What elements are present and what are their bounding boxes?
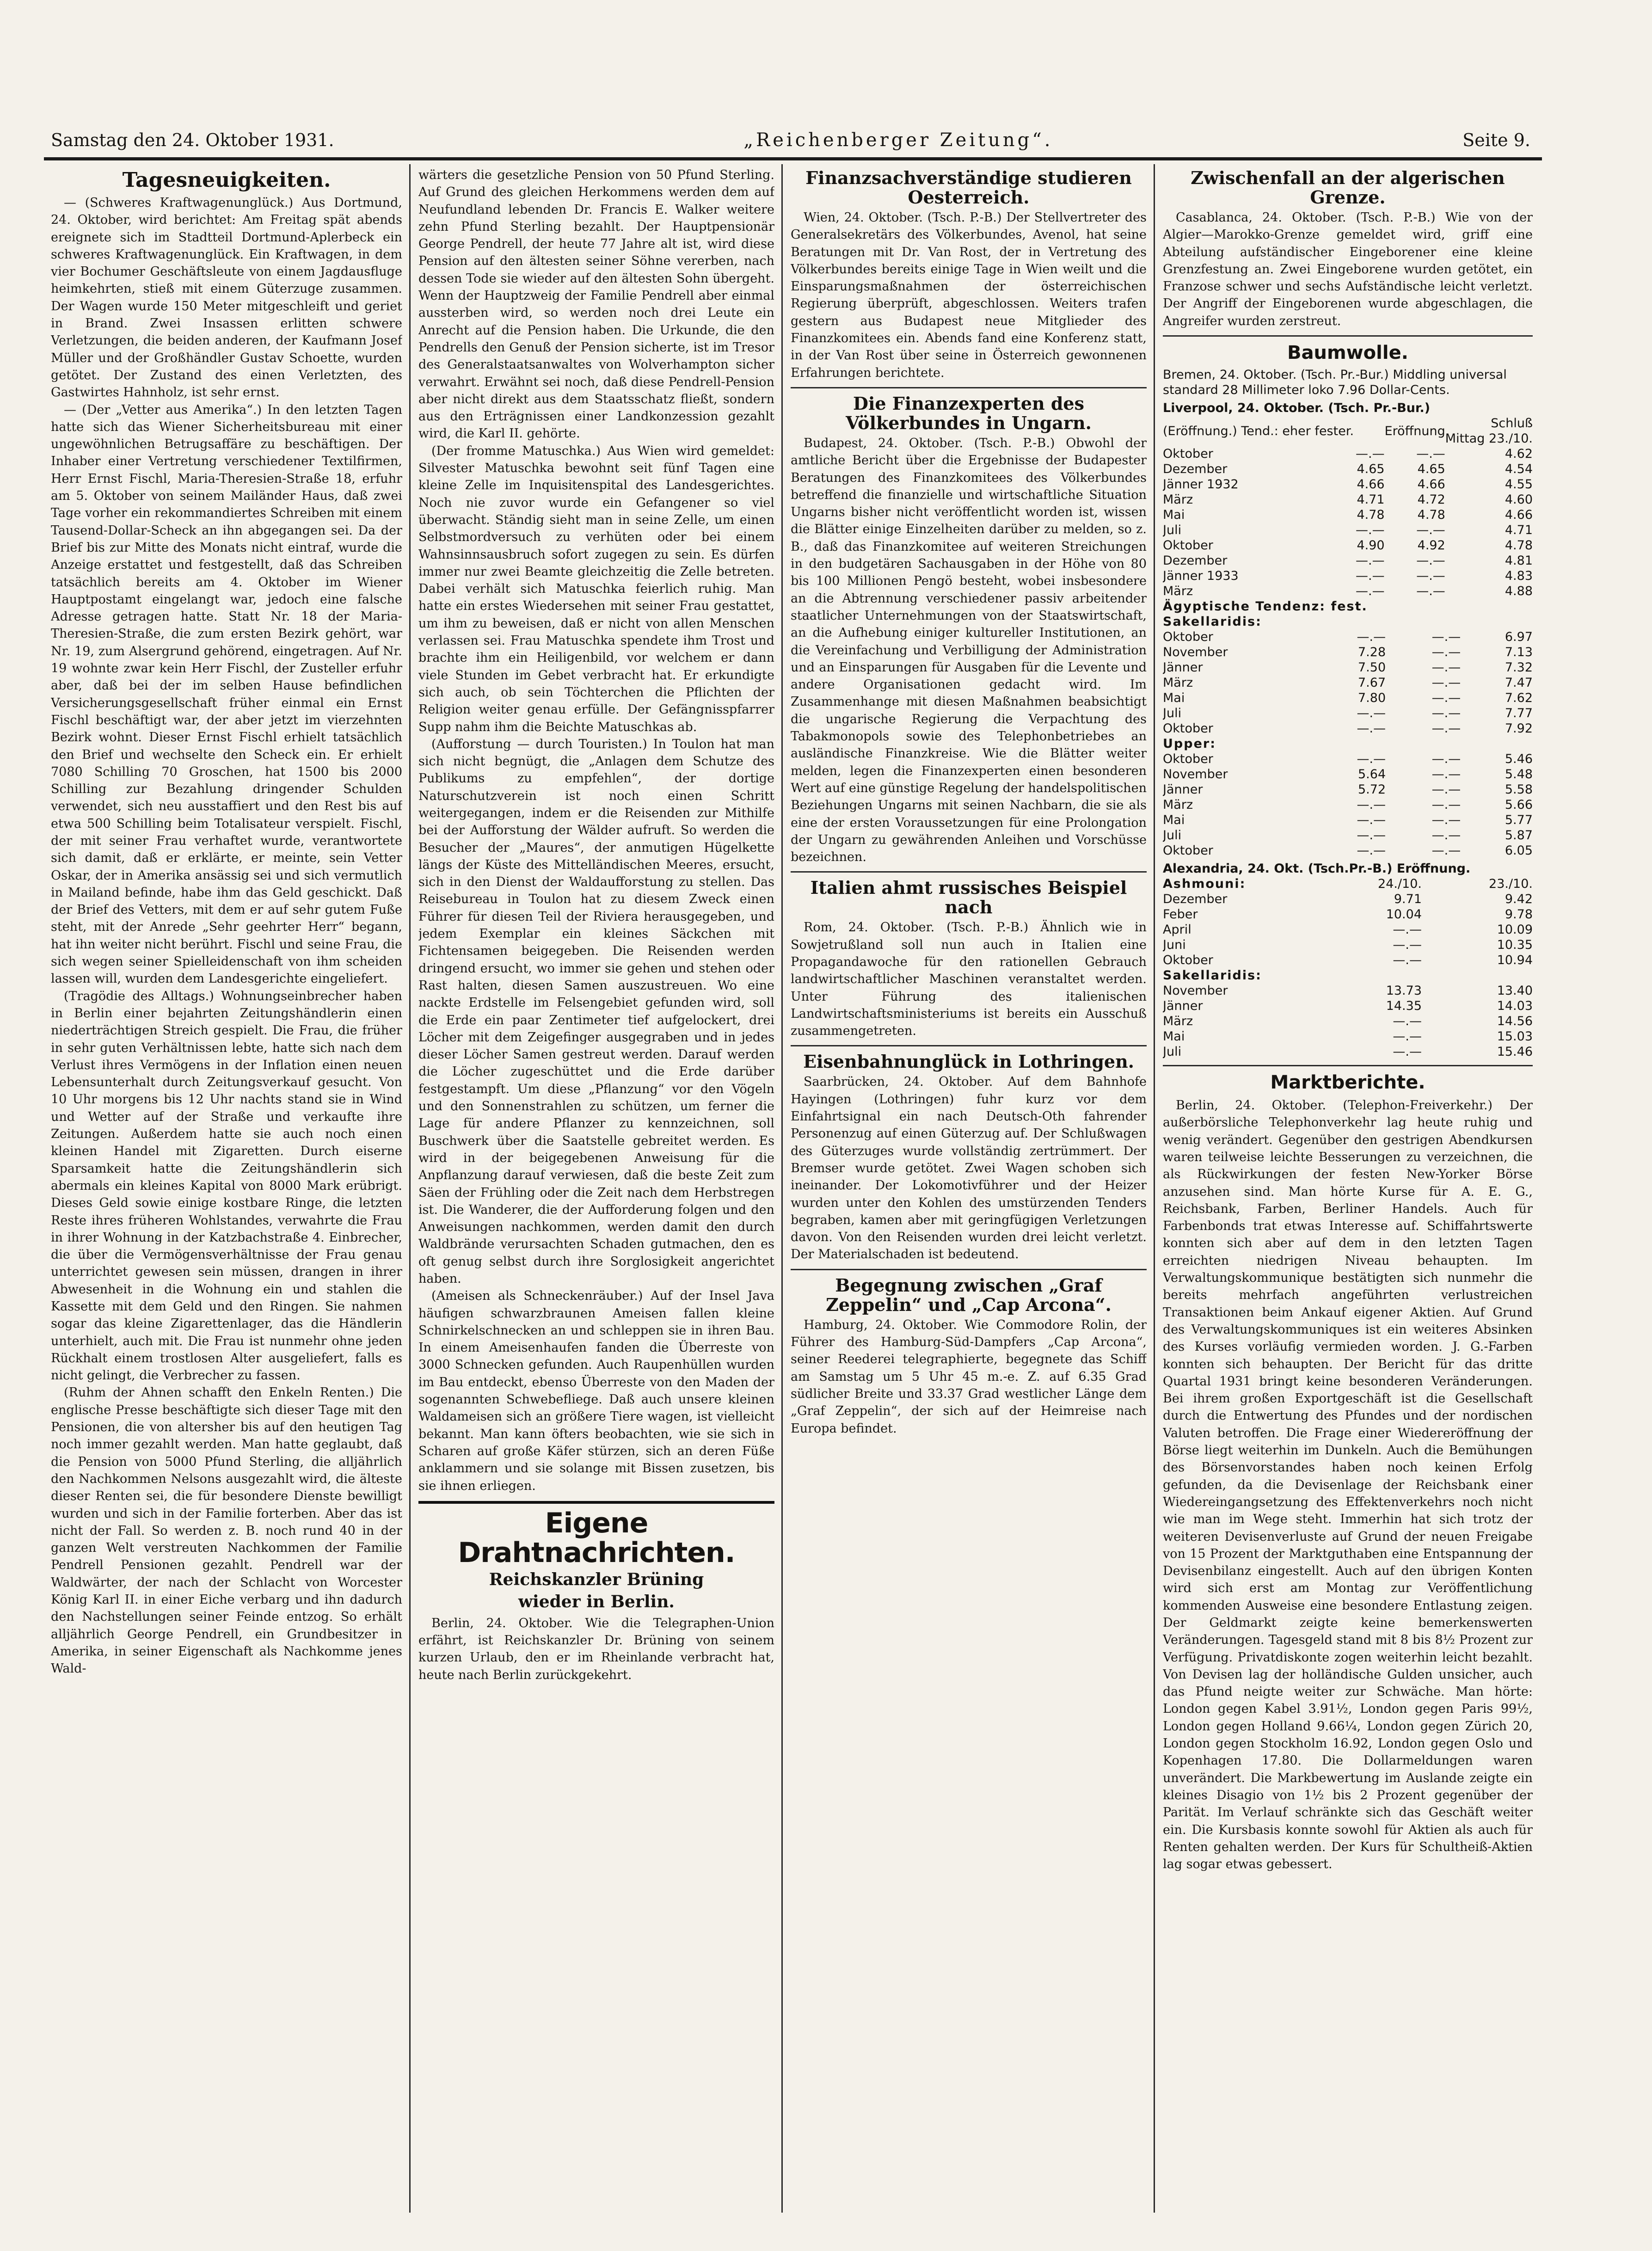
draht-headline-1: Reichskanzler Brüning xyxy=(489,1569,704,1589)
row-value: 15.03 xyxy=(1497,1029,1533,1044)
row-value: 9.78 xyxy=(1505,907,1533,922)
sakellaridis-2-row xyxy=(1163,983,1533,998)
liverpool-row xyxy=(1163,461,1533,477)
row-label: März xyxy=(1163,584,1193,599)
liverpool-table xyxy=(1163,400,1533,599)
sakellaridis-2-rows xyxy=(1163,983,1533,1059)
row-label: Jänner xyxy=(1163,660,1203,675)
headline-zwischenfall: Zwischenfall an der algerischen Grenze. xyxy=(1191,167,1505,208)
row-label: November xyxy=(1163,767,1228,782)
headline-eisenbahnunglueck: Eisenbahnunglück in Lothringen. xyxy=(803,1051,1134,1072)
column-divider-3 xyxy=(1154,164,1155,2213)
upper-row xyxy=(1163,751,1533,767)
row-value: 15.46 xyxy=(1497,1045,1533,1059)
row-value: —.— xyxy=(1431,676,1461,690)
row-value: 14.03 xyxy=(1497,999,1533,1014)
row-value: 7.62 xyxy=(1505,691,1533,706)
column-2 xyxy=(418,166,774,2210)
article-ruhm-der-ahnen: (Ruhm der Ahnen schafft den Enkeln Renten.) Die englische Presse beschäftigte sich dieser Tage mit den Pensionen, die von altersher bis auf den heutigen Tag noch immer gezahlt werden. Man hatte geglaubt, daß die Pension von 5000 Pfund Sterling, die alljährlich den Nachkommen Nelsons ausgezahlt wird, die älteste dieser Renten sei, die für besondere Dienste bewilligt wurden und sich in der Familie forterben. Aber das ist nicht der Fall. So werden z. B. noch rund 40 in der ganzen Welt verstreuten Nachkommen der Familie Pendrell Pensionen gezahlt. Pendrell war der Waldwärter, der nach der Schlacht von Worcester König Karl II. in einer Eiche verbarg und ihn dadurch den Nachstellungen seiner Feinde entzog. So erhält alljährlich George Pendrell, ein Grundbesitzer in Amerika, in seiner Eigenschaft als Nachkomme jenes Wald- xyxy=(51,1385,402,1676)
row-value: 4.78 xyxy=(1357,508,1385,523)
row-value: 7.32 xyxy=(1505,660,1533,675)
row-label: Juli xyxy=(1163,706,1182,721)
row-value: 5.66 xyxy=(1505,798,1533,812)
row-value: 4.62 xyxy=(1505,447,1533,461)
article-separator xyxy=(791,1045,1147,1046)
row-value: 5.77 xyxy=(1505,813,1533,828)
row-value: 5.48 xyxy=(1505,767,1533,782)
row-value: 4.71 xyxy=(1505,523,1533,538)
article-separator xyxy=(791,1269,1147,1270)
row-value: 7.92 xyxy=(1505,721,1533,736)
row-value: —.— xyxy=(1431,782,1461,797)
row-value: 4.83 xyxy=(1505,569,1533,584)
row-label: Oktober xyxy=(1163,721,1213,736)
row-value: 7.50 xyxy=(1358,660,1386,675)
row-value: 6.97 xyxy=(1505,630,1533,645)
article-ruhm-der-ahnen-cont: wärters die gesetzliche Pension von 50 Pfund Sterling. Auf Grund des gleichen Herkommens werden dem auf Neufundland lebenden Dr. Francis E. Walker weitere zehn Pfund Sterling bezahlt. Der Hauptpensionär George Pendrell, der heute 77 Jahre alt ist, wird diese Pension auf den ältesten seiner Söhne vererben, nach dessen Tode sie wieder auf den ältesten Sohn übergeht. Wenn der Hauptzweig der Familie Pendrell aber einmal aussterben wird, so werden noch drei Leute ein Anrecht auf die Pension haben. Die Urkunde, die den Pendrells den Genuß der Pension sicherte, ist im Tresor des Generalstaatsanwaltes von Wolverhampton sicher verwahrt. Erwähnt sei noch, daß diese Pendrell-Pension aber nicht direkt aus dem Staatsschatz fließt, sondern aus den Erträgnissen einer Landkonzession gezahlt wird, die Karl II. gehörte. xyxy=(418,168,774,441)
column-4 xyxy=(1163,166,1533,2210)
column-divider-2 xyxy=(781,164,783,2213)
row-value: —.— xyxy=(1431,843,1461,858)
row-label: Jänner xyxy=(1163,999,1203,1014)
column-eroeffnung: Eröffnung xyxy=(1384,424,1445,438)
row-value: —.— xyxy=(1431,630,1461,645)
row-value: —.— xyxy=(1431,752,1461,767)
row-value: 9.71 xyxy=(1394,892,1422,907)
row-value: 13.73 xyxy=(1386,984,1422,998)
row-value: 10.94 xyxy=(1497,953,1533,968)
row-value: 4.72 xyxy=(1417,492,1445,507)
ashmouni-row xyxy=(1163,922,1533,937)
row-label: Oktober xyxy=(1163,630,1213,645)
row-value: —.— xyxy=(1431,660,1461,675)
row-value: —.— xyxy=(1357,843,1386,858)
column-23-10: 23./10. xyxy=(1489,877,1533,892)
row-value: 13.40 xyxy=(1497,984,1533,998)
row-label: Mai xyxy=(1163,508,1185,523)
banner-rule xyxy=(418,1501,774,1504)
row-value: —.— xyxy=(1431,767,1461,782)
article-separator xyxy=(791,871,1147,873)
column-3 xyxy=(791,166,1147,2210)
liverpool-row xyxy=(1163,553,1533,568)
row-value: —.— xyxy=(1393,1029,1422,1044)
row-label: Oktober xyxy=(1163,447,1213,461)
sakellaridis-row xyxy=(1163,706,1533,721)
row-label: Juli xyxy=(1163,1045,1182,1059)
row-value: 7.28 xyxy=(1358,645,1386,660)
row-value: 5.46 xyxy=(1505,752,1533,767)
sakellaridis-rows xyxy=(1163,629,1533,736)
row-value: 5.64 xyxy=(1358,767,1386,782)
sakellaridis-2-row xyxy=(1163,1029,1533,1044)
row-value: —.— xyxy=(1393,1045,1422,1059)
row-value: —.— xyxy=(1431,721,1461,736)
row-label: Oktober xyxy=(1163,752,1213,767)
row-value: 14.35 xyxy=(1386,999,1422,1014)
row-value: 4.71 xyxy=(1357,492,1385,507)
row-value: 4.65 xyxy=(1417,462,1445,477)
row-label: Juni xyxy=(1163,938,1186,953)
row-value: —.— xyxy=(1356,523,1385,538)
row-label: Jänner 1932 xyxy=(1163,477,1239,492)
row-value: 4.54 xyxy=(1505,462,1533,477)
article-finanzexperten: Budapest, 24. Oktober. (Tsch. P.-B.) Obwohl der amtliche Bericht über die Ergebnisse der Budapester Beratungen des Finanzkomitees des Völkerbundes betreffend die finanzielle und wirtschaftliche Situation Ungarns bisher nicht veröffentlicht worden ist, wissen die Blätter einige Einzelheiten darüber zu melden, so z. B., daß das Finanzkomitee auf weiteren Streichungen in den budgetären Sachausgaben in der Höhe von 80 bis 100 Millionen Pengö besteht, wobei insbesondere an die Abtrennung verschiedener passiv arbeitender staatlicher Unternehmungen von der Staatswirtschaft, an die Aufhebung einiger kultureller Institutionen, an die Vereinfachung und Verbilligung der Administration und an Einsparungen für Ausgaben für die Levente und andere Organisationen gedacht wird. Im Zusammenhange mit diesen Maßnahmen beabsichtigt die ungarische Regierung die Verpachtung des Tabakmonopols sowie des Telephonbetriebes an ausländische Finanzkreise. Wie die Blätter weiter melden, legen die Finanzexperten einen besonderen Wert auf eine günstige Regelung der handelspolitischen Beziehungen Ungarns mit seinen Nachbarn, die sie als eine der ersten Voraussetzungen für eine Prolongation der Ungarn zu gewährenden Anleihen und Vorschüsse bezeichnen. xyxy=(791,436,1147,865)
article-aufforstung: (Aufforstung — durch Touristen.) In Toulon hat man sich nicht begnügt, die „Anlagen dem Schutze des Publikums zu empfehlen“, der dortige Naturschutzverein ist noch einen Schritt weitergegangen, indem er die Reisenden zur Mithilfe bei der Aufforstung der Wälder aufruft. So werden die Besucher der „Maures“, der anmutigen Hügelkette längs der Küste des Mittelländischen Meeres, ersucht, sich in den Dienst der Waldaufforstung zu stellen. Das Reisebureau in Toulon hat zu diesem Zweck einen Führer für diesen Teil der Riviera herausgegeben, und jedem Exemplar ein kleines Säckchen mit Fichtensamen beigegeben. Die Reisenden werden dringend ersucht, wo immer sie gehen und stehen oder Rast halten, diesen Samen auszustreuen. Wo eine nackte Erdstelle im Felsengebiet gefunden wird, soll die Erde ein paar Zentimeter tief aufgelockert, drei Löcher mit dem Zeigefinger ausgegraben und in jedes dieser Löcher Samen gestreut werden. Darauf werden die Löcher zugeschüttet und die Erde darüber festgestampft. Um diese „Pflanzung“ vor den Vögeln und den Sonnenstrahlen zu schützen, um ferner die Lage für andere Pflanzer zu kennzeichnen, soll Buschwerk über die Saatstelle gebreitet werden. Es wird in der beigegebenen Anweisung für die Anpflanzung darauf verwiesen, daß die beste Zeit zum Säen der Frühling oder die Zeit nach dem Herbstregen ist. Die Wanderer, die der Aufforderung folgen und den Anweisungen nachkommen, werden damit den durch Waldbrände verursachten Schaden gutmachen, den es oft genug selbst durch ihre Sorglosigkeit angerichtet haben. xyxy=(418,737,774,1286)
article-ameisen: (Ameisen als Schneckenräuber.) Auf der Insel Java häufigen schwarzbraunen Ameisen fallen kleine Schnirkelschnecken an und schleppen sie in ihren Bau. In einem Ameisenhaufen fanden die Überreste von 3000 Schnecken gefunden. Auch Raupenhüllen wurden im Bau entdeckt, ebenso Überreste von den Maden der sogenannten Schwebefliege. Daß auch unsere kleinen Waldameisen sich an größere Tiere wagen, ist vielleicht bekannt. Man kann öfters beobachten, wie sie sich in Scharen auf große Käfer stürzen, sich an deren Füße anklammern und sie solange mit Bissen zusetzen, bis sie ihnen erliegen. xyxy=(418,1289,774,1493)
article-tragoedie-des-alltags: (Tragödie des Alltags.) Wohnungseinbrecher haben in Berlin einer bejahrten Zeitungshändlerin einen niederträchtigen Streich gespielt. Die Frau, die früher in sehr guten Verhältnissen lebte, hatte sich nach dem Verlust ihres Vermögens in der Inflation einen neuen Lebensunterhalt durch Zeitungsverkauf gesucht. Von 10 Uhr morgens bis 12 Uhr nachts stand sie in Wind und Wetter auf der Straße und verkaufte ihre Zeitungen. Außerdem hatte sie auch noch einen kleinen Handel mit Zigaretten. Durch eiserne Sparsamkeit hatte die Zeitungshändlerin sich abermals ein kleines Kapital von 8000 Mark erübrigt. Dieses Geld sowie einige kostbare Ringe, die letzten Reste ihres früheren Wohlstandes, verwahrte die Frau in ihrer Wohnung in der Katzbachstraße 4. Einbrecher, die über die Vermögensverhältnisse der Frau genau unterrichtet gewesen sein müssen, drangen in ihrer Abwesenheit in die Wohnung ein und stahlen die Kassette mit dem Geld und den Ringen. Sie nahmen sogar das kleine Zigarettenlager, das die Händlerin unterhielt, auch mit. Die Frau ist nunmehr ohne jeden Rückhalt einem trostlosen Alter ausgeliefert, falls es nicht gelingt, die Verbrecher zu fassen. xyxy=(51,989,402,1383)
sakellaridis-2-row xyxy=(1163,998,1533,1014)
row-value: —.— xyxy=(1356,447,1385,461)
row-label: Mai xyxy=(1163,1029,1185,1044)
row-value: 4.92 xyxy=(1417,538,1445,553)
row-value: —.— xyxy=(1393,938,1422,953)
upper-row xyxy=(1163,828,1533,843)
row-value: —.— xyxy=(1356,554,1385,568)
column-schluss-label: Schluß xyxy=(1491,416,1533,431)
ashmouni-row xyxy=(1163,892,1533,907)
row-value: —.— xyxy=(1431,813,1461,828)
page-number: Seite 9. xyxy=(1462,130,1530,150)
upper-row xyxy=(1163,843,1533,858)
sakellaridis-row xyxy=(1163,721,1533,736)
row-label: Mai xyxy=(1163,691,1185,706)
row-value: 4.66 xyxy=(1505,508,1533,523)
liverpool-row xyxy=(1163,538,1533,553)
marktberichte-heading: Marktberichte. xyxy=(1270,1072,1425,1094)
column-1 xyxy=(51,166,402,2210)
row-label: April xyxy=(1163,923,1191,937)
row-value: 5.72 xyxy=(1358,782,1386,797)
liverpool-row xyxy=(1163,477,1533,492)
row-value: —.— xyxy=(1431,645,1461,660)
row-label: Jänner 1933 xyxy=(1163,569,1239,584)
headline-finanzexperten: Die Finanzexperten des Völkerbundes in Ungarn. xyxy=(846,393,1092,433)
liverpool-rows xyxy=(1163,446,1533,599)
alexandria-heading: Alexandria, 24. Okt. (Tsch.Pr.-B.) Eröffnung. xyxy=(1163,861,1471,876)
sakellaridis-row xyxy=(1163,645,1533,660)
column-24-10: 24./10. xyxy=(1378,877,1422,892)
sakellaridis-2-table xyxy=(1163,983,1533,1059)
row-value: 14.56 xyxy=(1497,1014,1533,1029)
upper-rows xyxy=(1163,751,1533,858)
upper-row xyxy=(1163,797,1533,812)
row-value: 7.47 xyxy=(1505,676,1533,690)
liverpool-row xyxy=(1163,568,1533,584)
article-italien: Rom, 24. Oktober. (Tsch. P.-B.) Ähnlich wie in Sowjetrußland soll nun auch in Italien eine Propagandawoche für den rationellen Gebrauch landwirtschaftlicher Maschinen veranstaltet werden. Unter Führung des italienischen Landwirtschaftsministeriums ist bereits ein Ausschuß zusammengetreten. xyxy=(791,920,1147,1039)
row-label: Juli xyxy=(1163,828,1182,843)
row-value: —.— xyxy=(1431,828,1461,843)
sakellaridis-2-row xyxy=(1163,1014,1533,1029)
column-divider-1 xyxy=(409,164,411,2213)
sakellaridis-row xyxy=(1163,629,1533,645)
row-value: 4.81 xyxy=(1505,554,1533,568)
liverpool-tendency: (Eröffnung.) Tend.: eher fester. xyxy=(1163,424,1354,438)
row-value: 10.09 xyxy=(1497,923,1533,937)
issue-date: Samstag den 24. Oktober 1931. xyxy=(51,130,334,150)
row-label: Dezember xyxy=(1163,892,1228,907)
row-value: —.— xyxy=(1416,569,1445,584)
column-mittag: Mittag 23./10. xyxy=(1445,431,1533,446)
page-header xyxy=(51,124,1530,156)
row-value: 4.78 xyxy=(1417,508,1445,523)
row-value: 7.67 xyxy=(1358,676,1386,690)
sakellaridis-row xyxy=(1163,690,1533,706)
row-value: —.— xyxy=(1357,706,1386,721)
row-value: —.— xyxy=(1357,813,1386,828)
row-label: März xyxy=(1163,798,1193,812)
row-value: —.— xyxy=(1393,953,1422,968)
ashmouni-heading: Ashmouni: xyxy=(1163,877,1246,892)
sakellaridis-2-heading: Sakellaridis: xyxy=(1163,968,1262,983)
article-kraftwagenunglueck: — (Schweres Kraftwagenunglück.) Aus Dortmund, 24. Oktober, wird berichtet: Am Freitag spät abends ereignete sich im Stadtteil Dortmund-Aplerbeck ein schweres Kraftwagenunglück. Ein Kraftwagen, in dem vier Bochumer Geschäftsleute von einem Jagdausfluge heimkehrten, stieß mit einem Güterzuge zusammen. Der Wagen wurde 150 Meter mitgeschleift und geriet in Brand. Zwei Insassen erlitten schwere Verletzungen, die beiden anderen, der Kaufmann Josef Müller und der Großhändler Gustav Schoette, wurden getötet. Der Zustand des einen Verletzten, des Gastwirtes Hahnholz, ist sehr ernst. xyxy=(51,196,402,400)
article-separator xyxy=(791,387,1147,388)
row-value: 6.05 xyxy=(1505,843,1533,858)
row-label: Feber xyxy=(1163,907,1198,922)
row-value: —.— xyxy=(1393,923,1422,937)
row-value: 10.04 xyxy=(1386,907,1422,922)
sakellaridis-row xyxy=(1163,660,1533,675)
row-label: Dezember xyxy=(1163,554,1228,568)
sakellaridis-table xyxy=(1163,629,1533,736)
ashmouni-rows xyxy=(1163,892,1533,968)
row-value: —.— xyxy=(1416,584,1445,599)
egypt-heading: Ägyptische Tendenz: fest. xyxy=(1163,599,1368,614)
column-1-title: Tagesneuigkeiten. xyxy=(122,168,331,192)
row-value: —.— xyxy=(1357,721,1386,736)
article-bruening: Berlin, 24. Oktober. Wie die Telegraphen-Union erfährt, ist Reichskanzler Dr. Brüning von seinem kurzen Urlaub, den er im Rheinlande verbracht hat, heute nach Berlin zurückgekehrt. xyxy=(418,1616,774,1682)
article-finanzsachverstaendige: Wien, 24. Oktober. (Tsch. P.-B.) Der Stellvertreter des Generalsekretärs des Völkerbundes, Avenol, hat seine Beratungen mit Dr. Van Rost, der in Vertretung des Völkerbundes bereits einige Tage in Wien weilt und die Einsparungsmaßnahmen der österreichischen Regierung überprüft, abgeschlossen. Weiters trafen gestern aus Budapest neue Mitglieder des Finanzkomitees ein. Abends fand eine Konferenz statt, in der Van Rost über seine in Österreich gewonnenen Erfahrungen berichtete. xyxy=(791,210,1147,380)
upper-row xyxy=(1163,767,1533,782)
article-separator xyxy=(1163,1065,1533,1066)
article-der-fromme-matuschka: (Der fromme Matuschka.) Aus Wien wird gemeldet: Silvester Matuschka bewohnt seit fünf Tagen eine kleine Zelle im Inquisitenspital des Landesgerichtes. Noch nie zuvor wurde ein Gefangener so viel überwacht. Ständig sieht man in seine Zelle, um einen Selbstmordversuch zu verhüten oder bei einem Wahnsinnsausbruch sofort zugegen zu sein. Es dürfen immer nur zwei Beamte gleichzeitig die Zelle betreten. Dabei verhält sich Matuschka feierlich ruhig. Man hatte ein erstes Wiedersehen mit seiner Frau gestattet, um ihm zu beweisen, daß er nicht von allen Menschen verlassen sei. Frau Matuschka spendete ihm Trost und brachte ihm ein Heiligenbild, vor welchem er dann viele Stunden im Gebet verbracht hat. Er erkundigte sich auch, ob sein Töchterchen die Pflichten der Religion weiter genau erfülle. Der Gefängnisspfarrer Supp nahm ihm die Beichte Matuschkas ab. xyxy=(418,443,774,734)
upper-row xyxy=(1163,782,1533,797)
upper-heading: Upper: xyxy=(1163,737,1216,751)
row-value: 5.58 xyxy=(1505,782,1533,797)
row-value: —.— xyxy=(1416,523,1445,538)
row-value: —.— xyxy=(1357,752,1386,767)
column-schluss xyxy=(1445,416,1533,446)
sakellaridis-heading: Sakellaridis: xyxy=(1163,615,1262,629)
row-value: —.— xyxy=(1416,447,1445,461)
row-value: —.— xyxy=(1431,691,1461,706)
article-vetter-aus-amerika: — (Der „Vetter aus Amerika“.) In den letzten Tagen hatte sich das Wiener Sicherheitsbureau mit einer ungewöhnlichen Betrugsaffäre zu beschäftigen. Der Inhaber einer Vertretung verschiedener Textilfirmen, Herr Ernst Fischl, Maria-Theresien-Straße 18, erfuhr am 5. Oktober von seinem Mailänder Haus, daß zwei Tage vorher ein rekommandiertes Schreiben mit einem Tausend-Dollar-Scheck an ihn abgegangen sei. Da der Brief bis zur Mitte des Monats nicht eintraf, wurde die Anzeige erstattet und festgestellt, daß das Schreiben tatsächlich bereits am 4. Oktober im Wiener Hauptpostamt eingelangt war, jedoch eine falsche Adresse getragen hatte. Statt Nr. 18 der Maria-Theresien-Straße, die zum ersten Bezirk gehört, war Nr. 19, zum Alsergrund gehörend, eingetragen. Auf Nr. 19 wohnte zwar kein Herr Fischl, der Zusteller erfuhr aber, daß bei der im selben Hause befindlichen Versicherungsgesellschaft früher einmal ein Ernst Fischl beschäftigt war, der aber jetzt im vierzehnten Bezirk wohnt. Dieser Ernst Fischl erhielt tatsächlich den Brief und wechselte den Scheck ein. Er erhielt 7080 Schilling 70 Groschen, hat 1500 bis 2000 Schilling zur Bezahlung dringender Schulden verwendet, sich neu ausstaffiert und den Rest bis auf etwa 500 Schilling beim Totalisateur verspielt. Fischl, der mit seiner Frau verhaftet wurde, verantwortete sich damit, daß er erklärte, er meinte, sein Vetter Oskar, der in Amerika ansässig sei und sich vermutlich in Mailand befinde, habe ihm das Geld geschickt. Daß der Brief des Vetters, mit dem er auf sehr gutem Fuße steht, mit der Anrede „Sehr geehrter Herr“ begann, hat ihn weiter nicht berührt. Fischl und seine Frau, die sich wegen seiner Spielleidenschaft von ihm scheiden lassen will, wurden dem Landesgerichte eingeliefert. xyxy=(51,402,402,986)
row-label: Jänner xyxy=(1163,782,1203,797)
sakellaridis-2-row xyxy=(1163,1044,1533,1059)
row-value: 4.66 xyxy=(1417,477,1445,492)
row-label: Oktober xyxy=(1163,538,1213,553)
liverpool-row xyxy=(1163,507,1533,523)
row-value: 7.77 xyxy=(1505,706,1533,721)
row-value: 4.65 xyxy=(1357,462,1385,477)
row-value: 4.90 xyxy=(1357,538,1385,553)
row-value: 4.60 xyxy=(1505,492,1533,507)
ashmouni-row xyxy=(1163,937,1533,953)
row-label: November xyxy=(1163,645,1228,660)
row-value: 4.55 xyxy=(1505,477,1533,492)
row-label: Oktober xyxy=(1163,843,1213,858)
row-value: —.— xyxy=(1416,554,1445,568)
row-value: 10.35 xyxy=(1497,938,1533,953)
headline-graf-zeppelin: Begegnung zwischen „Graf Zeppelin“ und „Cap Arcona“. xyxy=(826,1274,1112,1315)
row-value: —.— xyxy=(1357,798,1386,812)
ashmouni-row xyxy=(1163,953,1533,968)
row-value: 4.78 xyxy=(1505,538,1533,553)
row-value: —.— xyxy=(1393,1014,1422,1029)
row-label: März xyxy=(1163,492,1193,507)
row-label: November xyxy=(1163,984,1228,998)
newspaper-title: „Reichenberger Zeitung“. xyxy=(743,129,1053,151)
row-label: Juli xyxy=(1163,523,1182,538)
baumwolle-market-report xyxy=(1163,367,1533,1059)
liverpool-header: Liverpool, 24. Oktober. (Tsch. Pr.-Bur.) xyxy=(1163,401,1431,416)
row-value: —.— xyxy=(1431,706,1461,721)
row-value: —.— xyxy=(1357,828,1386,843)
ashmouni-row xyxy=(1163,907,1533,922)
sakellaridis-row xyxy=(1163,675,1533,690)
liverpool-row xyxy=(1163,523,1533,538)
row-label: Dezember xyxy=(1163,462,1228,477)
row-label: März xyxy=(1163,1014,1193,1029)
row-value: 4.66 xyxy=(1357,477,1385,492)
article-separator xyxy=(1163,335,1533,337)
article-zwischenfall: Casablanca, 24. Oktober. (Tsch. P.-B.) Wie von der Algier—Marokko-Grenze gemeldet wird, griff eine Abteilung aufständischer Eingeborener eine kleine Grenzfestung an. Zwei Eingeborene wurden getötet, ein Franzose schwer und sechs Aufständische leicht verletzt. Der Angriff der Eingeborenen wurde abgeschlagen, die Angreifer wurden zerstreut. xyxy=(1163,210,1533,328)
row-label: Oktober xyxy=(1163,953,1213,968)
article-marktberichte: Berlin, 24. Oktober. (Telephon-Freiverkehr.) Der außerbörsliche Telephonverkehr lag heute ruhig und wenig verändert. Gegenüber den gestrigen Abendkursen waren teilweise leichte Besserungen zu verzeichnen, die als Rückwirkungen der festen New-Yorker Börse anzusehen sind. Man hörte Kurse für A. E. G., Reichsbank, Farben, Berliner Handels. Auch für Farbenbonds trat etwas Interesse auf. Schiffahrtswerte konnten sich aber auf dem in den letzten Tagen erreichten niedrigen Niveau behaupten. Im Verwaltungskommunique bestätigten sich nunmehr die bereits mehrfach angeführten verlustreichen Transaktionen beim Ankauf eigener Aktien. Auf Grund des Verwaltungskommuniques ist ein weiteres Absinken des Kurses vorläufig vermieden worden. J. G.-Farben konnten sich behaupten. Der Bericht für das dritte Quartal 1931 bringt keine besonderen Veränderungen. Bei ihrem großen Exportgeschäft ist die Gesellschaft durch die Entwertung des Pfundes und der nordischen Valuten betroffen. Die Frage einer Wiedereröffnung der Börse liegt weiterhin im Dunkeln. Auch die Bemühungen des Börsenvorstandes haben noch keinen Erfolg gefunden, da die Devisenlage der Reichsbank einer Wiedereingangsetzung des Effektenverkehrs noch nicht wie man im Wege steht. Immerhin hat sich trotz der weiteren Devisenverluste auf Grund der neuen Freigabe von 15 Prozent der Marktguthaben eine Entspannung der Devisenbilanz eingestellt. Auch auf den übrigen Konten wird sich erst am Montag zur Veröffentlichung kommenden Ausweise eine besondere Entlastung zeigen. Der Geldmarkt zeigte keine bemerkenswerten Veränderungen. Tagesgeld stand mit 8 bis 8½ Prozent zur Verfügung. Privatdiskonte zogen weiterhin leicht bezahlt. Von Devisen lag der holländische Gulden unsicher, auch das Pfund neigte weiter zur Schwäche. Man hörte: London gegen Kabel 3.91½, London gegen Paris 99½, London gegen Holland 9.66¼, London gegen Zürich 20, London gegen Stockholm 16.92, London gegen Oslo und Kopenhagen 17.80. Die Dollarmeldungen waren unverändert. Die Markbewertung im Auslande zeigte ein kleines Disagio von 1½ bis 2 Prozent gegenüber der Parität. Im Verlauf schränkte sich das Geschäft weiter ein. Die Kursbasis konnte sowohl für Aktien als auch für Renten gehalten werden. Der Kurs für Schultheiß-Aktien lag sogar etwas gebessert. xyxy=(1163,1098,1533,1872)
row-value: 4.88 xyxy=(1505,584,1533,599)
article-eisenbahnunglueck: Saarbrücken, 24. Oktober. Auf dem Bahnhofe Hayingen (Lothringen) fuhr kurz vor dem Einfahrtsignal ein nach Deutsch-Oth fahrender Personenzug auf einen Güterzug auf. Der Schlußwagen des Güterzuges wurde vollständig zertrümmert. Der Bremser wurde getötet. Zwei Wagen schoben sich ineinander. Der Lokomotivführer und der Heizer wurden unter den Kohlen des umstürzenden Tenders begraben, kamen aber mit geringfügigen Verletzungen davon. Von den Reisenden wurden drei leicht verletzt. Der Materialschaden ist bedeutend. xyxy=(791,1075,1147,1262)
draht-headline-2: wieder in Berlin. xyxy=(518,1592,675,1611)
liverpool-row xyxy=(1163,584,1533,599)
liverpool-row xyxy=(1163,446,1533,461)
header-rule xyxy=(44,157,1542,160)
row-value: 5.87 xyxy=(1505,828,1533,843)
upper-table xyxy=(1163,751,1533,858)
row-label: März xyxy=(1163,676,1193,690)
headline-finanzsachverstaendige: Finanzsachverständige studieren Oesterreich. xyxy=(805,167,1132,208)
row-value: —.— xyxy=(1357,630,1386,645)
article-graf-zeppelin: Hamburg, 24. Oktober. Wie Commodore Rolin, der Führer des Hamburg-Süd-Dampfers „Cap Arcona“, seiner Reederei telegraphierte, begegnete das Schiff am Samstag um 5 Uhr 45 m.-e. Z. auf 6.35 Grad südlicher Breite und 33.37 Grad westlicher Länge dem „Graf Zeppelin“, der sich auf der Heimreise nach Europa befindet. xyxy=(791,1317,1147,1436)
row-label: Mai xyxy=(1163,813,1185,828)
upper-row xyxy=(1163,812,1533,828)
drahtnachrichten-banner: Eigene Drahtnachrichten. xyxy=(458,1507,735,1569)
bremen-quote: Bremen, 24. Oktober. (Tsch. Pr.-Bur.) Middling universal standard 28 Millimeter loko 7.96 Dollar-Cents. xyxy=(1163,368,1507,398)
baumwolle-heading: Baumwolle. xyxy=(1287,342,1408,364)
row-value: 7.13 xyxy=(1505,645,1533,660)
row-value: —.— xyxy=(1356,584,1385,599)
row-value: —.— xyxy=(1431,798,1461,812)
ashmouni-table xyxy=(1163,876,1533,968)
row-value: 7.80 xyxy=(1358,691,1386,706)
row-value: 9.42 xyxy=(1505,892,1533,907)
row-value: —.— xyxy=(1356,569,1385,584)
headline-italien: Italien ahmt russisches Beispiel nach xyxy=(810,877,1127,918)
liverpool-row xyxy=(1163,492,1533,507)
